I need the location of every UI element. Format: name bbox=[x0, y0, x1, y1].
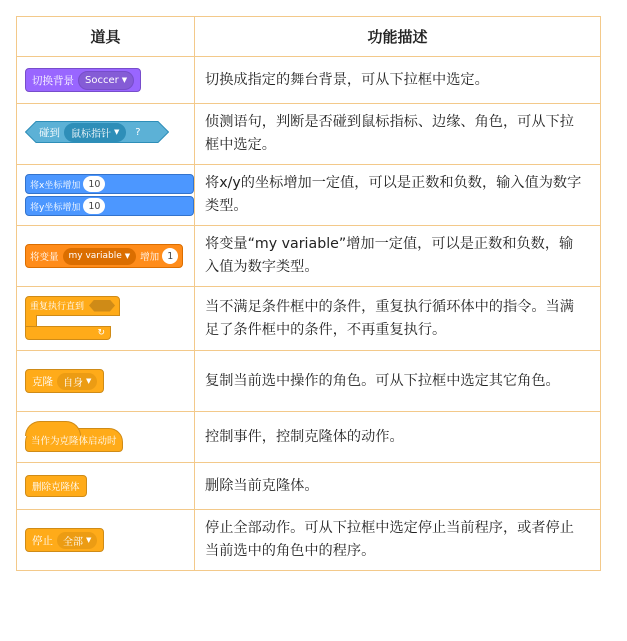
question-mark: ? bbox=[135, 126, 141, 138]
touching-block bbox=[25, 121, 169, 143]
dropdown-value: my variable bbox=[68, 251, 122, 261]
stop-block bbox=[25, 528, 104, 552]
block-label: 将变量 bbox=[30, 252, 59, 263]
block-label: 将x坐标增加 bbox=[30, 180, 81, 191]
tools-table bbox=[16, 16, 601, 571]
table-row bbox=[17, 510, 601, 571]
block-cell bbox=[17, 510, 195, 571]
table-row bbox=[17, 57, 601, 104]
block-label: 删除克隆体 bbox=[32, 482, 80, 493]
description-cell: 控制事件，控制克隆体的动作。 bbox=[195, 412, 601, 463]
loop-footer bbox=[25, 326, 111, 340]
variable-dropdown bbox=[63, 248, 137, 265]
touching-dropdown bbox=[64, 123, 126, 142]
dropdown-value: Soccer bbox=[85, 74, 119, 86]
loop-arm bbox=[25, 315, 37, 327]
block-label: 切换背景 bbox=[32, 74, 74, 87]
description-cell: 切换成指定的舞台背景，可从下拉框中选定。 bbox=[195, 57, 601, 104]
change-y-block bbox=[25, 196, 194, 216]
description-cell: 删除当前克隆体。 bbox=[195, 463, 601, 510]
dropdown-value: 全部 bbox=[63, 536, 83, 548]
block-label: 增加 bbox=[140, 252, 160, 263]
switch-backdrop-block bbox=[25, 68, 141, 92]
table-row bbox=[17, 412, 601, 463]
dropdown-value: 自身 bbox=[63, 377, 83, 389]
repeat-until-header bbox=[25, 296, 120, 316]
block-label: 当作为克隆体启动时 bbox=[31, 436, 117, 447]
touching-content bbox=[39, 121, 145, 143]
table-row bbox=[17, 104, 601, 165]
description-cell: 侦测语句，判断是否碰到鼠标指标、边缘、角色，可从下拉框中选定。 bbox=[195, 104, 601, 165]
change-variable-block bbox=[25, 244, 183, 268]
table-row bbox=[17, 165, 601, 226]
table-row bbox=[17, 463, 601, 510]
condition-slot bbox=[89, 300, 115, 312]
block-cell bbox=[17, 463, 195, 510]
block-cell bbox=[17, 287, 195, 351]
when-start-as-clone-block bbox=[25, 428, 123, 452]
block-label: 碰到 bbox=[39, 126, 60, 139]
dropdown-arrow-icon: ▼ bbox=[86, 377, 92, 385]
block-cell bbox=[17, 412, 195, 463]
description-cell: 复制当前选中操作的角色。可从下拉框中选定其它角色。 bbox=[195, 351, 601, 412]
block-cell bbox=[17, 57, 195, 104]
table-header-row bbox=[17, 17, 601, 57]
header-tools: 道具 bbox=[17, 17, 195, 57]
block-cell bbox=[17, 226, 195, 287]
loop-arrow-icon: ↻ bbox=[97, 327, 105, 338]
table-row bbox=[17, 287, 601, 351]
dropdown-arrow-icon: ▼ bbox=[121, 76, 128, 84]
description-cell: 将x/y的坐标增加一定值，可以是正数和负数，输入值为数字类型。 bbox=[195, 165, 601, 226]
dropdown-value: 鼠标指针 bbox=[71, 128, 111, 140]
dropdown-arrow-icon: ▼ bbox=[114, 128, 120, 136]
table-row bbox=[17, 351, 601, 412]
header-description: 功能描述 bbox=[195, 17, 601, 57]
table-row bbox=[17, 226, 601, 287]
change-x-block bbox=[25, 174, 194, 194]
description-cell: 当不满足条件框中的条件，重复执行循环体中的指令。当满足了条件框中的条件，不再重复执行。 bbox=[195, 287, 601, 351]
value-input: 10 bbox=[83, 176, 105, 192]
block-label: 克隆 bbox=[32, 375, 53, 388]
block-cell bbox=[17, 104, 195, 165]
clone-dropdown bbox=[57, 373, 97, 390]
stop-dropdown bbox=[57, 532, 97, 549]
repeat-until-block bbox=[25, 296, 111, 342]
motion-block-stack bbox=[25, 174, 194, 216]
description-cell: 停止全部动作。可从下拉框中选定停止当前程序，或者停止当前选中的角色中的程序。 bbox=[195, 510, 601, 571]
create-clone-block bbox=[25, 369, 104, 393]
block-cell bbox=[17, 351, 195, 412]
block-label: 重复执行直到 bbox=[30, 302, 85, 312]
block-label: 将y坐标增加 bbox=[30, 202, 81, 213]
backdrop-dropdown bbox=[78, 71, 134, 90]
delete-clone-block bbox=[25, 475, 87, 497]
value-input: 1 bbox=[162, 248, 178, 264]
description-cell: 将变量“my variable”增加一定值，可以是正数和负数，输入值为数字类型。 bbox=[195, 226, 601, 287]
block-label: 停止 bbox=[32, 534, 53, 547]
value-input: 10 bbox=[83, 198, 105, 214]
block-cell bbox=[17, 165, 195, 226]
dropdown-arrow-icon: ▼ bbox=[124, 252, 131, 260]
dropdown-arrow-icon: ▼ bbox=[86, 536, 92, 544]
